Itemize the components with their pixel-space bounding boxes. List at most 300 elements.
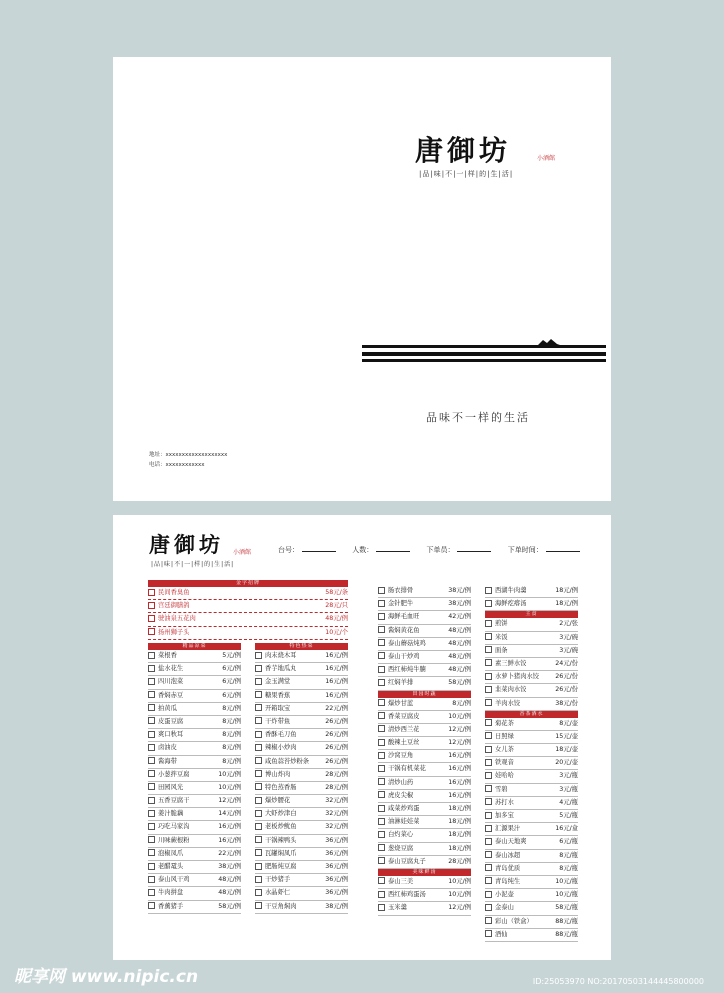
item-checkbox[interactable] [485,659,492,666]
menu-item [255,887,348,900]
item-checkbox[interactable] [255,876,262,883]
item-checkbox[interactable] [255,704,262,711]
item-checkbox[interactable] [148,704,155,711]
menu-item [378,664,471,677]
item-price: 16元/例 [448,778,471,786]
item-name: 香焖赤豆 [158,691,184,699]
item-checkbox[interactable] [485,719,492,726]
item-checkbox[interactable] [148,731,155,738]
item-checkbox[interactable] [255,731,262,738]
item-price: 26元/例 [325,717,348,725]
item-price: 3元/瓶 [559,772,578,780]
menu-item [378,777,471,790]
item-name: 苏打水 [495,798,514,806]
section-header: 精品凉菜 [148,643,241,650]
item-checkbox[interactable] [148,810,155,817]
item-checkbox[interactable] [148,757,155,764]
item-name: 香菜豆腐皮 [388,712,420,720]
item-checkbox[interactable] [255,678,262,685]
item-checkbox[interactable] [378,679,385,686]
menu-item [148,848,241,861]
menu-item [485,731,578,744]
menu-item [485,863,578,876]
menu-item [485,902,578,915]
item-price: 88元/瓶 [555,917,578,925]
menu-item [378,598,471,611]
menu-item [148,874,241,887]
item-name: 煎饼 [495,620,508,628]
item-name: 卤油皮 [158,744,177,752]
item-checkbox[interactable] [485,785,492,792]
item-price: 48元/例 [218,889,241,897]
item-price: 16元/例 [448,765,471,773]
item-name: 油淋娃娃菜 [388,818,420,826]
item-name: 水晶虾仁 [265,889,291,897]
menu-item [378,843,471,856]
cover-tagline: |品|味|不|一|样|的|生|活| [419,170,514,178]
menu-item [148,795,241,808]
item-name: 西红柿鸡蛋汤 [388,891,426,899]
cover-contact [149,450,227,470]
item-name: 拍黄瓜 [158,704,177,712]
item-price: 38元/例 [325,902,348,910]
item-checkbox[interactable] [485,838,492,845]
item-checkbox[interactable] [485,686,492,693]
menu-item [378,698,471,711]
item-checkbox[interactable] [255,810,262,817]
item-name: 菜根香 [158,652,177,659]
menu-item [485,632,578,645]
item-price: 16元/例 [218,823,241,831]
item-price: 5元/例 [222,652,241,659]
item-name: 干锅辣鸭头 [265,836,297,844]
menu-item [148,756,241,769]
item-checkbox[interactable] [378,765,385,772]
item-checkbox[interactable] [485,633,492,640]
item-name: 咸鱼蒜苔炒粉条 [265,757,310,765]
menu-item [378,829,471,842]
item-name: 开箱取宝 [265,704,291,712]
item-name: 虎皮尖椒 [388,791,414,799]
item-checkbox[interactable] [255,902,262,909]
menu-item [255,729,348,742]
menu-column [148,580,348,640]
item-name: 干炸带鱼 [265,717,291,725]
item-checkbox[interactable] [378,805,385,812]
item-checkbox[interactable] [148,589,155,596]
item-checkbox[interactable] [378,752,385,759]
item-name: 沙窝豆角 [388,752,414,760]
item-checkbox[interactable] [148,797,155,804]
item-checkbox[interactable] [485,891,492,898]
item-checkbox[interactable] [378,778,385,785]
item-name: 酸辣土豆丝 [388,739,420,747]
item-name: 西湖牛肉羹 [495,587,527,594]
item-checkbox[interactable] [148,717,155,724]
item-price: 10元/例 [218,770,241,778]
item-price: 26元/例 [325,744,348,752]
menu-item [148,769,241,782]
item-price: 36元/例 [325,889,348,897]
menu-item [485,618,578,631]
menu-item [485,757,578,770]
item-name: 特色蒸香肠 [265,783,297,791]
item-price: 18元/例 [555,600,578,608]
item-checkbox[interactable] [148,863,155,870]
item-checkbox[interactable] [485,759,492,766]
menu-column [485,585,578,942]
item-name: 金泰山 [495,904,514,912]
menu-item [378,902,471,915]
menu-item [148,887,241,900]
item-checkbox[interactable] [485,917,492,924]
item-checkbox[interactable] [378,712,385,719]
item-name: 干炒猪手 [265,876,291,884]
item-checkbox[interactable] [378,818,385,825]
item-price: 6元/瓶 [559,838,578,846]
menu-item [148,782,241,795]
item-checkbox[interactable] [378,844,385,851]
menu-item [485,797,578,810]
menu-item [485,770,578,783]
item-price: 10元/例 [448,712,471,720]
menu-item [485,598,578,611]
menu-item [148,600,348,613]
item-price: 42元/例 [448,613,471,621]
item-checkbox[interactable] [485,732,492,739]
item-checkbox[interactable] [148,783,155,790]
item-name: 酱海带 [158,757,177,765]
menu-item [148,901,241,914]
item-checkbox[interactable] [255,652,262,659]
menu-item [148,587,348,600]
item-checkbox[interactable] [255,863,262,870]
menu-item [148,716,241,729]
item-checkbox[interactable] [255,665,262,672]
menu-item [148,703,241,716]
item-checkbox[interactable] [255,797,262,804]
item-price: 8元/例 [222,717,241,725]
menu-item [255,703,348,716]
item-checkbox[interactable] [148,849,155,856]
menu-column [148,643,241,914]
menu-item [255,716,348,729]
waiter-field[interactable] [457,551,491,552]
item-checkbox[interactable] [485,673,492,680]
item-checkbox[interactable] [148,652,155,659]
menu-item [485,645,578,658]
item-name: 田园风光 [158,783,184,791]
item-name: 金针肥牛 [388,600,414,608]
item-price: 18元/例 [448,844,471,852]
item-price: 28元/例 [325,783,348,791]
item-checkbox[interactable] [485,904,492,911]
item-checkbox[interactable] [378,739,385,746]
item-name: 扬州狮子头 [158,628,190,636]
item-checkbox[interactable] [255,823,262,830]
item-price: 88元/瓶 [555,930,578,938]
item-price: 10元/瓶 [555,891,578,899]
item-name: 泰山干炒鸡 [388,652,420,660]
menu-item [485,823,578,836]
item-name: 辣椒小炒肉 [265,744,297,752]
menu-item [255,782,348,795]
item-name: 西红柿炖牛腩 [388,666,426,674]
item-checkbox[interactable] [485,825,492,832]
item-checkbox[interactable] [255,889,262,896]
menu-item [485,850,578,863]
menu-brand-logo: 唐御坊 [149,532,224,557]
item-name: 五香豆腐干 [158,797,190,805]
item-price: 18元/例 [555,587,578,594]
item-price: 8元/例 [452,699,471,707]
table-no-label: 台号： [278,546,299,554]
item-name: 米饭 [495,633,508,641]
item-checkbox[interactable] [485,864,492,871]
item-name: 小葱拌豆腐 [158,770,190,778]
item-name: 干锅有机菜花 [388,765,426,773]
item-name: 加多宝 [495,812,514,819]
item-checkbox[interactable] [485,798,492,805]
item-price: 48元/例 [325,615,348,623]
menu-item [485,671,578,684]
section-header: 主食 [485,611,578,618]
item-checkbox[interactable] [255,744,262,751]
section-header: 美味鲜汤 [378,869,471,876]
item-name: 娃哈哈 [495,772,514,780]
people-field[interactable] [376,551,410,552]
menu-item [485,876,578,889]
item-checkbox[interactable] [148,770,155,777]
item-price: 38元/例 [218,863,241,870]
menu-item [378,651,471,664]
menu-item [485,889,578,902]
item-checkbox[interactable] [148,889,155,896]
menu-item [148,729,241,742]
item-checkbox[interactable] [485,699,492,706]
item-price: 58元/例 [218,902,241,910]
item-price: 26元/例 [325,731,348,739]
item-checkbox[interactable] [255,770,262,777]
item-checkbox[interactable] [485,620,492,627]
item-name: 泰山冰超 [495,851,521,859]
item-name: 玉米羹 [388,904,407,912]
item-checkbox[interactable] [485,772,492,779]
item-price: 16元/例 [325,678,348,686]
item-price: 8元/壶 [559,719,578,727]
item-checkbox[interactable] [378,613,385,620]
item-checkbox[interactable] [485,646,492,653]
item-checkbox[interactable] [378,725,385,732]
item-checkbox[interactable] [378,877,385,884]
waiter-label: 下单员： [426,546,455,554]
item-checkbox[interactable] [378,857,385,864]
menu-item [255,663,348,676]
item-checkbox[interactable] [378,791,385,798]
item-checkbox[interactable] [378,587,385,594]
item-name: 驶油泉五花肉 [158,615,196,623]
item-checkbox[interactable] [485,746,492,753]
item-name: 老醋鼋头 [158,863,184,870]
item-name: 素三鲜水饺 [495,659,527,667]
item-price: 3元/碗 [559,633,578,641]
item-checkbox[interactable] [148,691,155,698]
item-name: 泡椒凤爪 [158,849,184,857]
menu-item [255,742,348,755]
menu-item [148,808,241,821]
menu-item [148,861,241,874]
item-price: 4元/瓶 [559,798,578,806]
menu-item [378,790,471,803]
item-price: 16元/例 [218,836,241,844]
item-checkbox[interactable] [485,812,492,819]
item-name: 酒仙 [495,930,508,938]
item-price: 28元/例 [448,857,471,865]
item-price: 12元/例 [448,725,471,733]
item-name: 葱烧豆腐 [388,844,414,852]
menu-item [148,676,241,689]
item-checkbox[interactable] [255,849,262,856]
item-checkbox[interactable] [148,836,155,843]
item-price: 38元/例 [448,600,471,608]
item-price: 48元/例 [448,639,471,647]
menu-item [148,690,241,703]
menu-item [378,876,471,889]
item-price: 18元/例 [448,831,471,839]
item-checkbox[interactable] [378,699,385,706]
table-no-field[interactable] [302,551,336,552]
item-price: 6元/例 [222,678,241,686]
item-checkbox[interactable] [485,930,492,937]
item-price: 8元/例 [222,704,241,712]
item-checkbox[interactable] [148,876,155,883]
cover-phone: 电话：xxxxxxxxxxxx [149,462,205,468]
item-price: 26元/例 [325,757,348,765]
item-checkbox[interactable] [485,877,492,884]
item-name: 铁观音 [495,759,514,767]
item-checkbox[interactable] [378,666,385,673]
item-name: 肠衣排骨 [388,587,414,594]
item-price: 12元/例 [218,797,241,805]
menu-item [378,856,471,869]
item-price: 22元/例 [218,849,241,857]
item-price: 8元/例 [222,731,241,739]
item-checkbox[interactable] [485,851,492,858]
item-name: 爽口秋耳 [158,731,184,739]
item-price: 8元/瓶 [559,864,578,872]
cover-bar-bottom [362,359,606,362]
item-name: 干豆角焖肉 [265,902,297,910]
item-checkbox[interactable] [148,615,155,622]
item-price: 12元/例 [448,739,471,747]
item-checkbox[interactable] [485,587,492,594]
item-name: 女儿茶 [495,746,514,754]
item-price: 10元/个 [325,628,348,636]
item-checkbox[interactable] [255,757,262,764]
item-checkbox[interactable] [148,823,155,830]
item-checkbox[interactable] [378,904,385,911]
item-checkbox[interactable] [255,691,262,698]
item-checkbox[interactable] [378,831,385,838]
menu-item [485,658,578,671]
item-name: 老板炒鱿鱼 [265,823,297,831]
menu-item [485,684,578,697]
item-name: 香薰猪手 [158,902,184,910]
cover-address: 地址：xxxxxxxxxxxxxxxxxxx [149,452,228,458]
item-name: 清炒西兰花 [388,725,420,733]
item-name: 韭菜肉水饺 [495,686,527,694]
item-name: 瓦罐焖凤爪 [265,849,297,857]
item-name: 博山炸肉 [265,770,291,778]
item-name: 爆炒甘蓝 [388,699,414,707]
order-time-field[interactable] [546,551,580,552]
item-checkbox[interactable] [378,639,385,646]
item-checkbox[interactable] [148,678,155,685]
item-name: 彩山（铁盒） [495,917,533,925]
item-price: 3元/瓶 [559,785,578,793]
item-price: 16元/盒 [555,825,578,833]
item-checkbox[interactable] [148,602,155,609]
cover-bar-mid [362,352,606,356]
menu-item [148,627,348,640]
item-name: 白灼菜心 [388,831,414,839]
mountain-icon [537,339,563,346]
item-checkbox[interactable] [148,744,155,751]
item-checkbox[interactable] [378,600,385,607]
item-name: 清炒山药 [388,778,414,786]
item-checkbox[interactable] [148,902,155,909]
menu-item [485,836,578,849]
menu-item [148,821,241,834]
watermark-id: ID:25053970 NO:20170503144445800000 [532,977,704,986]
item-name: 盐水花生 [158,665,184,673]
item-name: 海鲜毛血旺 [388,613,420,621]
menu-item [485,810,578,823]
item-price: 14元/例 [218,810,241,818]
item-checkbox[interactable] [255,836,262,843]
menu-item [378,625,471,638]
menu-item [255,901,348,914]
item-name: 日照绿 [495,732,514,740]
menu-item [378,889,471,902]
menu-item [378,803,471,816]
item-checkbox[interactable] [485,600,492,607]
menu-item [378,763,471,776]
item-checkbox[interactable] [255,717,262,724]
menu-item [378,724,471,737]
item-checkbox[interactable] [378,626,385,633]
item-price: 6元/例 [222,665,241,673]
item-name: 菊花茶 [495,719,514,727]
item-name: 咸菜炒鸡蛋 [388,805,420,812]
menu-item [485,744,578,757]
menu-item [255,650,348,663]
item-checkbox[interactable] [148,628,155,635]
menu-item [255,808,348,821]
item-price: 16元/例 [448,791,471,799]
menu-item [378,737,471,750]
item-price: 16元/例 [325,691,348,699]
item-checkbox[interactable] [378,652,385,659]
item-name: 海鲜疙瘩汤 [495,600,527,608]
item-checkbox[interactable] [148,665,155,672]
menu-item [485,929,578,942]
item-checkbox[interactable] [378,891,385,898]
item-price: 16元/例 [325,665,348,673]
menu-item [485,718,578,731]
item-checkbox[interactable] [255,783,262,790]
item-price: 15元/壶 [555,732,578,740]
